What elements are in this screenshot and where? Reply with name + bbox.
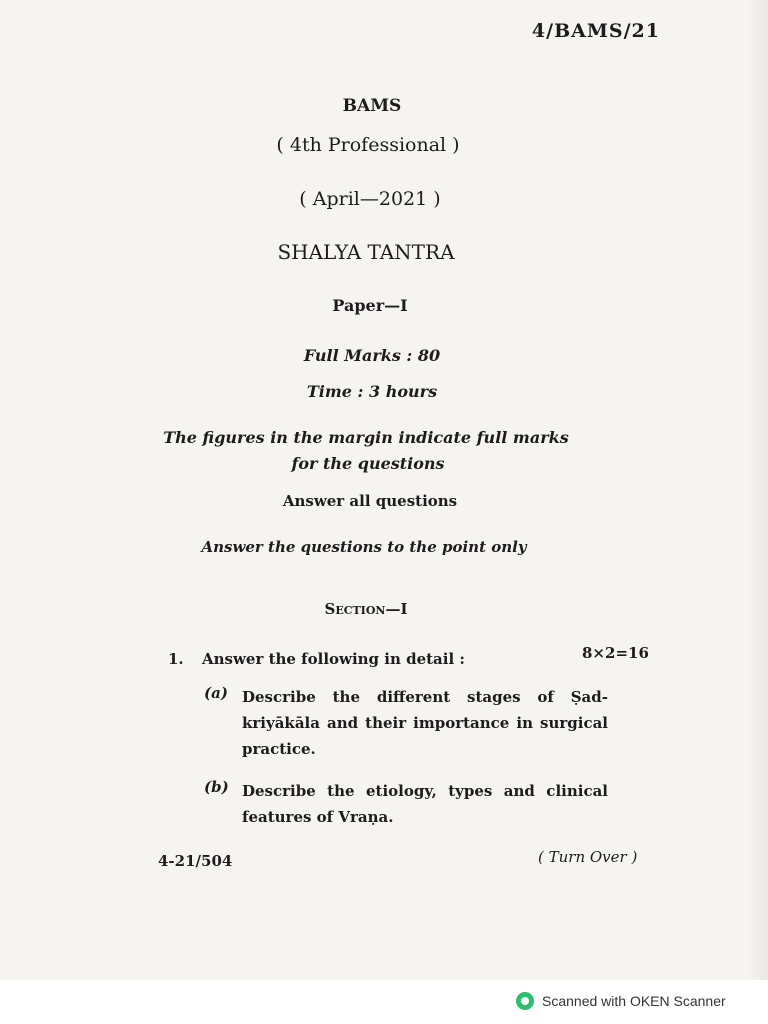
question-marks: 8×2=16 [582, 644, 649, 662]
section-heading: Section—I [324, 600, 408, 618]
paper-number: Paper—I [332, 296, 408, 315]
scanner-logo-icon [516, 992, 534, 1010]
scanner-text: Scanned with OKEN Scanner [542, 993, 726, 1009]
question-number: 1. [168, 650, 184, 668]
instruction-to-point: Answer the questions to the point only [201, 538, 527, 556]
full-marks: Full Marks : 80 [303, 346, 441, 365]
part-text: Describe the etiology, types and clinical features of Vraṇa. [242, 782, 608, 826]
part-text: Describe the different stages of Ṣad-kriyākāla and their importance in surgical practice. [242, 688, 608, 758]
instruction-margin-line2: for the questions [291, 454, 445, 473]
instruction-margin-line1: The figures in the margin indicate full marks [163, 428, 569, 447]
subject-title: SHALYA TANTRA [277, 240, 455, 264]
professional-year: ( 4th Professional ) [276, 134, 460, 156]
part-label: (b) [204, 778, 229, 796]
exam-code: 4/BAMS/21 [531, 20, 660, 42]
course-title: BAMS [342, 96, 402, 116]
exam-time: Time : 3 hours [306, 382, 438, 401]
paper-code-footer: 4-21/504 [158, 852, 233, 870]
scanner-watermark [516, 990, 726, 1012]
part-label: (a) [204, 684, 228, 702]
exam-date: ( April—2021 ) [299, 188, 441, 210]
turn-over-note: ( Turn Over ) [538, 848, 638, 866]
instruction-answer-all: Answer all questions [282, 492, 458, 510]
question-text: Answer the following in detail : [202, 650, 465, 668]
